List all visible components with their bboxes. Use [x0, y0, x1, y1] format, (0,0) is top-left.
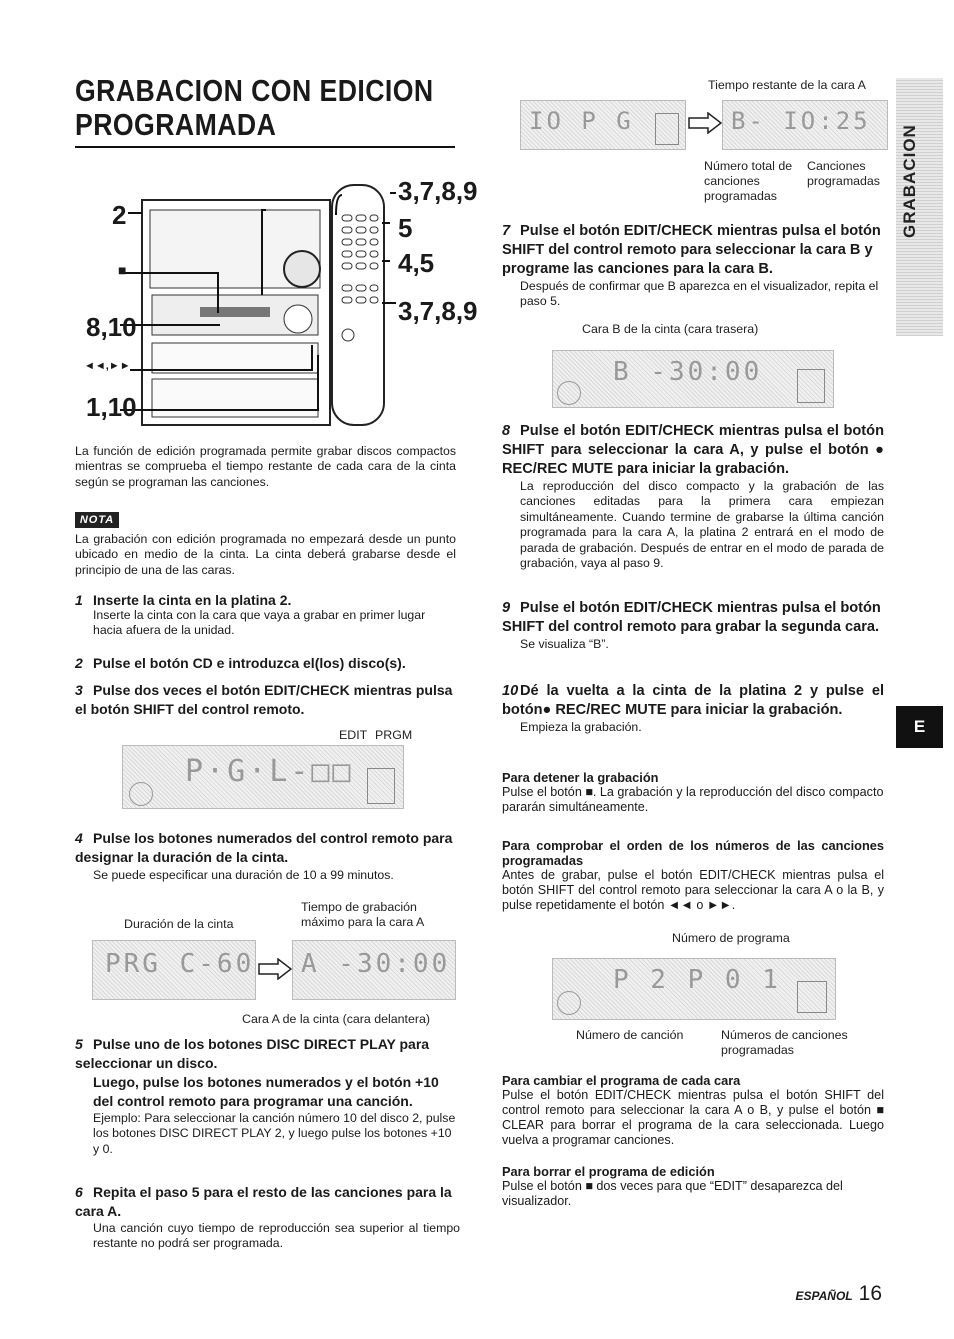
lcd-display-program: P 2 P 0 1	[552, 958, 836, 1020]
caption-edit: EDIT	[339, 728, 368, 742]
lcd-display-duration: PRG C-60	[92, 940, 256, 1000]
step-1: 1 Inserte la cinta en la platina 2. Inserte la cinta con la cara que vaya a grabar en primer lugar hacia afuera de la unidad.	[75, 592, 426, 638]
note-borrar: Para borrar el programa de edición Pulse el botón ■ dos veces para que “EDIT” desaparezca del visualizador.	[502, 1164, 843, 1208]
intro-text: La función de edición programada permite grabar discos compactos mientras se comprueba el tiempo restante de cada cara de la cinta según se programan las canciones.	[75, 444, 456, 489]
step-6: 6 Repita el paso 5 para el resto de las canciones para la cara A. Una canción cuyo tiempo de reproducción sea superior al tiempo restante no podrá ser programada.	[75, 1184, 460, 1251]
nota-text: La grabación con edición programada no empezará desde un punto ubicado en medio de la cinta. La cinta deberá grabarse desde el principio de una de las caras.	[75, 532, 456, 577]
lcd-display-remaining-left: IO P G	[520, 100, 686, 150]
caption-cara-a: Cara A de la cinta (cara delantera)	[242, 1012, 431, 1026]
arrow-right-icon-2	[688, 112, 722, 139]
figure-label-1-10: 1,10	[86, 392, 137, 422]
title-rule	[75, 146, 455, 148]
figure-label-8-10: 8,10	[86, 312, 137, 342]
step-8: 8 Pulse el botón EDIT/CHECK mientras pulsa el botón SHIFT para seleccionar la cara A, y pulse el botón ● REC/REC MUTE para iniciar la grabación. La reproducción del disco compacto y la grabación de las canciones editadas para la primera cara empiezan simultáneamente. Cuando termine de grabarse la última canción programada para la cara A, la platina 2 entrará en el modo de parada de grabación. Después de entrar en el modo de parada de grabación, vaya al paso 9.	[502, 423, 884, 571]
page-title: GRABACION CON EDICION PROGRAMADA	[75, 73, 434, 142]
figure-label-r3: 4,5	[398, 248, 435, 278]
figure-label-r2: 5	[398, 213, 413, 243]
page-footer	[796, 1282, 882, 1306]
section-tab: GRABACION	[896, 78, 943, 336]
lcd-display-side-b: B -30:00	[552, 350, 834, 408]
footer-language: ESPAÑOL	[795, 1289, 853, 1303]
caption-numero-cancion: Número de canción	[576, 1028, 684, 1042]
caption-numero-total: Número total de canciones programadas	[704, 159, 793, 203]
lcd-display-step3: P·G·L-□□	[122, 745, 404, 809]
caption-tiempo-restante: Tiempo restante de la cara A	[708, 78, 866, 92]
step-4: 4 Pulse los botones numerados del control remoto para designar la duración de la cinta.	[75, 830, 453, 865]
note-comprobar: Para comprobar el orden de los números de las canciones programadas Antes de grabar, pulse el botón EDIT/CHECK mientras pulsa el botón SHIFT del control remoto para seleccionar la cara A o la B, y pulse repetidamente el botón ◄◄ o ►►.	[502, 838, 884, 912]
caption-numeros-canciones: Números de canciones programadas	[721, 1028, 848, 1057]
page-number: 16	[858, 1282, 882, 1305]
figure-label-r4: 3,7,8,9	[398, 296, 478, 326]
step-7: 7 Pulse el botón EDIT/CHECK mientras pulsa el botón SHIFT del control remoto para seleccionar la cara B y programe las canciones para la cara B. Después de confirmar que B aparezca en el visualizador, repita el paso 5.	[502, 223, 881, 309]
caption-cara-b: Cara B de la cinta (cara trasera)	[582, 322, 759, 336]
language-tab: E	[896, 706, 943, 748]
figure-label-r1: 3,7,8,9	[398, 176, 478, 206]
figure-label-2: 2	[112, 200, 127, 230]
step-2: 2 Pulse el botón CD e introduzca el(los) disco(s).	[75, 655, 406, 671]
caption-duracion: Duración de la cinta	[124, 917, 234, 931]
caption-numero-programa: Número de programa	[672, 931, 790, 945]
step-5: 5 Pulse uno de los botones DISC DIRECT PLAY para seleccionar un disco. Luego, pulse los botones numerados y el botón +10 del control remoto para programar una canción. Ejemplo: Para seleccionar la canción número 10 del disco 2, pulse los botones DISC DIRECT PLAY 2, y luego pulse los botones +10 y 0.	[75, 1036, 456, 1156]
caption-tiempo-grabacion: Tiempo de grabación máximo para la cara A	[301, 900, 425, 929]
caption-prgm: PRGM	[375, 728, 413, 742]
arrow-right-icon	[258, 958, 292, 985]
lcd-display-remaining-right: B- IO:25	[722, 100, 888, 150]
lcd-display-time: A -30:00	[292, 940, 456, 1000]
figure-label-stop: ■	[118, 262, 127, 278]
figure-label-skip: ◄◄,►►	[84, 360, 131, 372]
step-4-body: Se puede especificar una duración de 10 a 99 minutos.	[93, 868, 394, 882]
note-cambiar: Para cambiar el programa de cada cara Pulse el botón EDIT/CHECK mientras pulsa el botón SHIFT del control remoto para seleccionar la cara A o B, y pulse el botón ■ CLEAR para borrar el programa de la cara seleccionada. Luego vuelva a programar canciones.	[502, 1073, 884, 1147]
note-detener: Para detener la grabación Pulse el botón ■. La grabación y la reproducción del disco compacto pararán simultáneamente.	[502, 770, 884, 814]
step-10: 10 Dé la vuelta a la cinta de la platina 2 y pulse el botón● REC/REC MUTE para iniciar la grabación. Empieza la grabación.	[502, 683, 884, 734]
nota-badge: NOTA	[75, 512, 119, 528]
caption-canciones-prog: Canciones programadas	[807, 159, 881, 188]
step-9: 9 Pulse el botón EDIT/CHECK mientras pulsa el botón SHIFT del control remoto para grabar la segunda cara. Se visualiza “B”.	[502, 600, 881, 651]
step-3: 3 Pulse dos veces el botón EDIT/CHECK mientras pulsa el botón SHIFT del control remoto.	[75, 682, 453, 717]
